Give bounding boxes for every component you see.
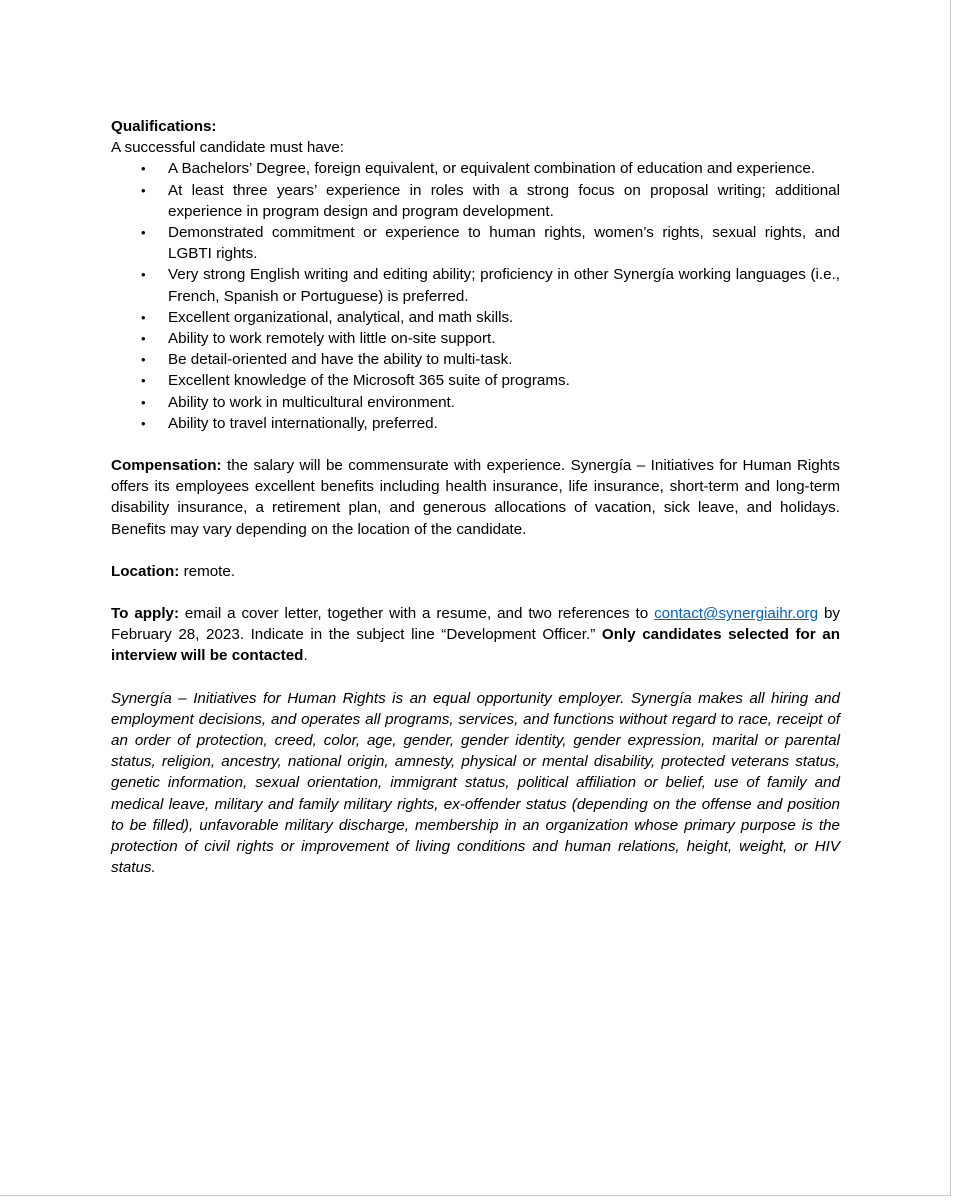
list-item xyxy=(111,307,840,328)
list-item-text: Excellent organizational, analytical, and math skills. xyxy=(168,308,514,326)
bullet-icon: • xyxy=(141,373,146,389)
compensation-paragraph xyxy=(111,455,840,540)
paragraph-gap xyxy=(111,667,840,688)
location-label: Location: xyxy=(111,562,180,580)
paragraph-gap xyxy=(111,582,840,603)
location-paragraph xyxy=(111,561,840,582)
location-text: remote. xyxy=(179,562,236,580)
bullet-icon: • xyxy=(141,352,146,368)
paragraph-gap xyxy=(111,540,840,561)
qualifications-heading: Qualifications: xyxy=(111,118,217,135)
list-item-text: Excellent knowledge of the Microsoft 365 suite of programs. xyxy=(168,372,570,390)
qualifications-list xyxy=(111,158,840,434)
list-item-text: Be detail-oriented and have the ability to multi-task. xyxy=(168,351,513,369)
list-item-text: Very strong English writing and editing ability; proficiency in other Synergía working languages (i.e., French, Spanish or Portuguese) is preferred. xyxy=(168,266,840,305)
list-item xyxy=(111,222,840,264)
list-item xyxy=(111,328,840,349)
list-item-text: Ability to work in multicultural environment. xyxy=(168,393,455,411)
apply-deadline-text: by February 28, 2023. Indicate in the subject line “Development Officer.” xyxy=(111,605,840,644)
list-item xyxy=(111,349,840,370)
apply-label: To apply: xyxy=(111,605,180,623)
compensation-label: Compensation: xyxy=(111,457,222,475)
list-item-text: A Bachelors’ Degree, foreign equivalent, or equivalent combination of education and experience. xyxy=(168,160,816,178)
list-item-text: At least three years’ experience in roles with a strong focus on proposal writing; additional experience in program design and program development. xyxy=(168,181,840,220)
list-item xyxy=(111,370,840,391)
list-item xyxy=(111,413,840,434)
list-item xyxy=(111,158,840,179)
list-item xyxy=(111,392,840,413)
qualifications-intro: A successful candidate must have: xyxy=(111,139,345,157)
apply-text: email a cover letter, together with a resume, and two references to xyxy=(179,605,655,623)
bullet-icon: • xyxy=(141,225,146,241)
list-item xyxy=(111,264,840,306)
list-item-text: Demonstrated commitment or experience to human rights, women’s rights, sexual rights, and LGBTI rights. xyxy=(168,224,840,263)
document-body xyxy=(111,116,840,879)
bullet-icon: • xyxy=(141,182,146,198)
apply-end: . xyxy=(303,647,308,665)
list-item-text: Ability to work remotely with little on-site support. xyxy=(168,330,496,348)
bullet-icon: • xyxy=(141,415,146,431)
list-item xyxy=(111,180,840,222)
list-item-text: Ability to travel internationally, preferred. xyxy=(168,414,438,432)
bullet-icon: • xyxy=(141,161,146,177)
apply-note: Only candidates selected for an interview will be contacted xyxy=(111,626,840,665)
paragraph-gap xyxy=(111,434,840,455)
bullet-icon: • xyxy=(141,267,146,283)
compensation-text: the salary will be commensurate with experience. Synergía – Initiatives for Human Rights offers its employees excellent benefits including health insurance, life insurance, short-term and long-term disability insurance, a retirement plan, and generous allocations of vacation, sick leave, and holidays. Benefits may vary depending on the location of the candidate. xyxy=(111,457,840,538)
bullet-icon: • xyxy=(141,331,146,347)
eeo-statement: Synergía – Initiatives for Human Rights is an equal opportunity employer. Synergía makes all hiring and employment decisions, and operates all programs, services, and functions without regard to race, receipt of an order of protection, creed, color, age, gender, gender identity, gender expression, marital or parental status, religion, ancestry, national origin, amnesty, physical or mental disability, protected veterans status, genetic information, sexual orientation, immigrant status, political affiliation or belief, use of family and medical leave, military and family military rights, ex-offender status (depending on the offense and position to be filled), unfavorable military discharge, membership in an organization whose primary purpose is the protection of civil rights or improvement of living conditions and human relations, height, weight, or HIV status. xyxy=(111,689,840,877)
bullet-icon: • xyxy=(141,309,146,325)
bullet-icon: • xyxy=(141,394,146,410)
apply-paragraph xyxy=(111,603,840,667)
contact-email-link[interactable]: contact@synergiaihr.org xyxy=(654,605,819,623)
